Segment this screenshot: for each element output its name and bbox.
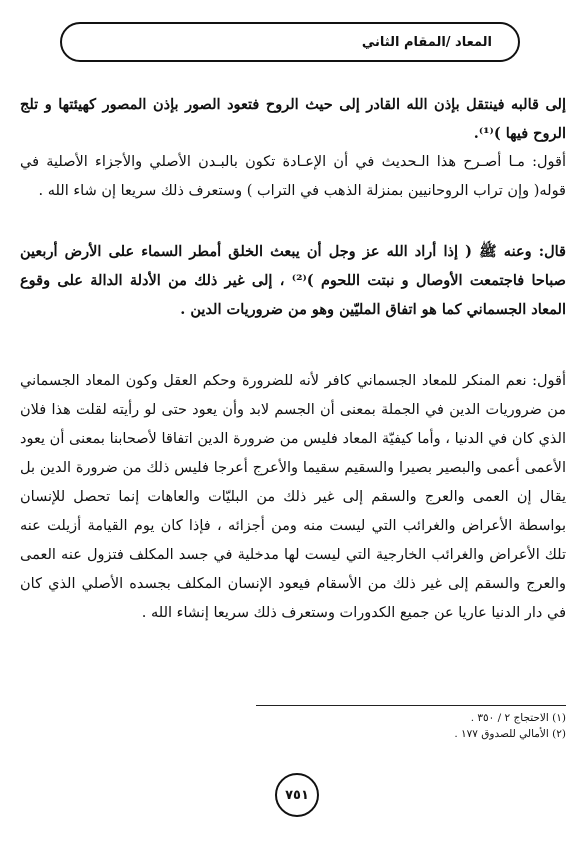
header-title: المعاد /المقام الثاني xyxy=(361,34,492,50)
footnote-2: (٢) الأمالي للصدوق ١٧٧ . xyxy=(454,728,566,740)
footnote-separator xyxy=(256,705,566,706)
paragraph-commentary-2: أقول: نعم المنكر للمعاد الجسماني كافر لأنه للضرورة وحكم العقل وكون المعاد الجسماني من ضروريات الدين في الجملة بمعنى أن الجسم لابد وأن يعود حتى لو رأيته لقلت هذا فلان الذي كان في الدنيا ، وأما كيفيّة المعاد فليس من ضرورة الدين اتفاقا لأصحابنا بمعنى أن يعود الأعمى أعمى والبصير بصيرا والسقيم سقيما والأعرج أعرجا فليس ذلك من ضرورة الدين بل يقال إن العمى والعرج والسقم إلى غير ذلك من البليّات والعاهات إنما تحصل للإنسان بواسطة الأعراض والغرائب التي ليست منه ومن أجزائه ، فإذا كان يوم القيامة أزيلت عنه تلك الأعراض والغرائب الخارجية التي ليست لها مدخلية في جسد المكلف فتزول عنه العمى والعرج والسقم إلى غير ذلك من الأسقام فيعود الإنسان المكلف بجسده الأصلي الذي كان في دار الدنيا عاريا عن جميع الكدورات وستعرف ذلك سريعا إنشاء الله . xyxy=(20,373,566,621)
paragraph-quote-continuation: إلى قالبه فينتقل بإذن الله القادر إلى حيث الروح فتعود الصور بإذن المصور كهيئتها و تلج الروح فيها )⁽¹⁾. xyxy=(20,96,566,142)
footnotes xyxy=(20,710,566,742)
page-number: ٧٥١ xyxy=(275,773,319,817)
running-header xyxy=(60,22,520,62)
footnote-1: (١) الاحتجاج ٢ / ٣٥٠ . xyxy=(470,712,566,724)
paragraph-commentary-1: أقول: مـا أصـرح هذا الـحديث في أن الإعـادة تكون بالبـدن الأصلي والأجزاء الأصلية في قوله( وإن تراب الروحانيين بمنزلة الذهب في التراب ) وستعرف ذلك سريعا إن شاء الله . xyxy=(20,154,566,199)
paragraph-hadith: قال: وعنه ﷺ ( إذا أراد الله عز وجل أن يبعث الخلق أمطر السماء على الأرض أربعين صباحا فاجتمعت الأوصال و نبتت اللحوم )⁽²⁾ ، إلى غير ذلك من الأدلة الدالة على وقوع المعاد الجسماني كما هو اتفاق المليّين وهو من ضروريات الدين . xyxy=(20,243,566,318)
